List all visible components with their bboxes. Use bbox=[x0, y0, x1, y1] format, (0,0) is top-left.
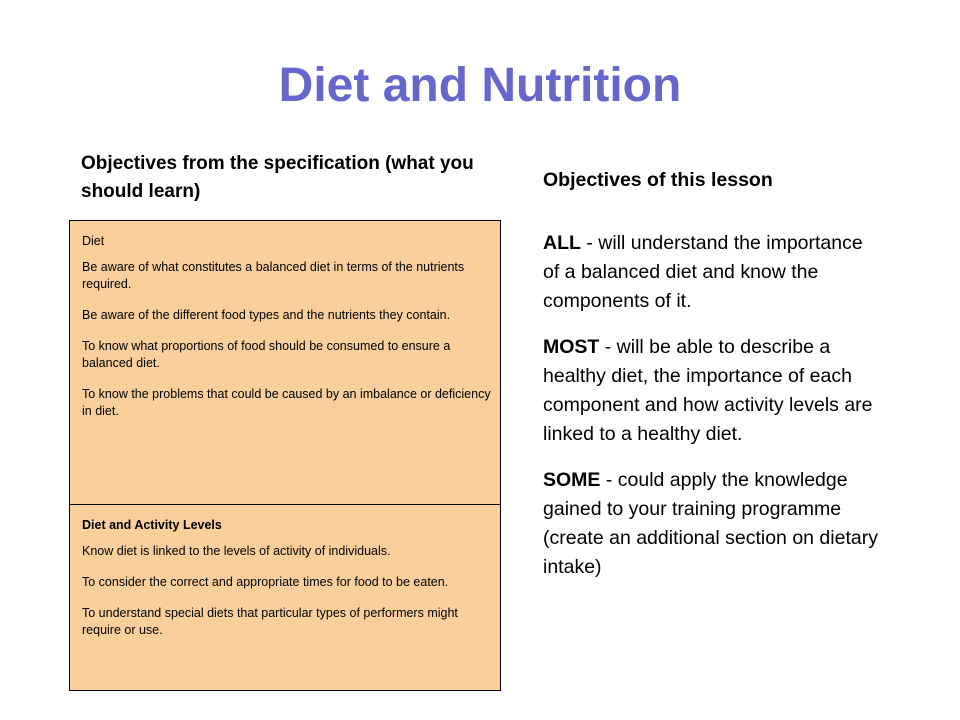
objective-level: ALL bbox=[543, 232, 581, 254]
list-item: Be aware of the different food types and the nutrients they contain. bbox=[82, 308, 451, 322]
specification-heading: Objectives from the specification (what you should learn) bbox=[81, 153, 474, 202]
list-item: To know what proportions of food should be consumed to ensure a balanced diet. bbox=[82, 339, 451, 370]
list-item: Be aware of what constitutes a balanced diet in terms of the nutrients required. bbox=[82, 260, 465, 291]
objective-text: - will understand the importance of a balanced diet and know the components of it. bbox=[543, 232, 863, 312]
objective-most bbox=[543, 333, 883, 449]
table-cell-diet bbox=[70, 221, 501, 505]
specification-table bbox=[69, 220, 501, 691]
section-heading-activity-levels: Diet and Activity Levels bbox=[82, 518, 222, 532]
list-item: To consider the correct and appropriate times for food to be eaten. bbox=[82, 575, 449, 589]
objective-text: - will be able to describe a healthy diet, the importance of each component and how activity levels are linked to a healthy diet. bbox=[543, 336, 873, 445]
objective-some bbox=[543, 466, 883, 582]
lesson-objectives-heading: Objectives of this lesson bbox=[543, 169, 773, 191]
list-item: Know diet is linked to the levels of activity of individuals. bbox=[82, 544, 391, 558]
objective-level: MOST bbox=[543, 336, 600, 358]
table-cell-activity-levels bbox=[70, 505, 501, 691]
list-item: To know the problems that could be caused by an imbalance or deficiency in diet. bbox=[82, 387, 491, 418]
lesson-objectives-list bbox=[543, 229, 883, 599]
list-item: To understand special diets that particular types of performers might require or use. bbox=[82, 606, 458, 637]
objective-text: - could apply the knowledge gained to your training programme (create an additional section on dietary intake) bbox=[543, 469, 878, 578]
page-title: Diet and Nutrition bbox=[278, 59, 682, 112]
objective-level: SOME bbox=[543, 469, 601, 491]
section-heading-diet: Diet bbox=[82, 234, 105, 248]
objective-all bbox=[543, 229, 883, 316]
